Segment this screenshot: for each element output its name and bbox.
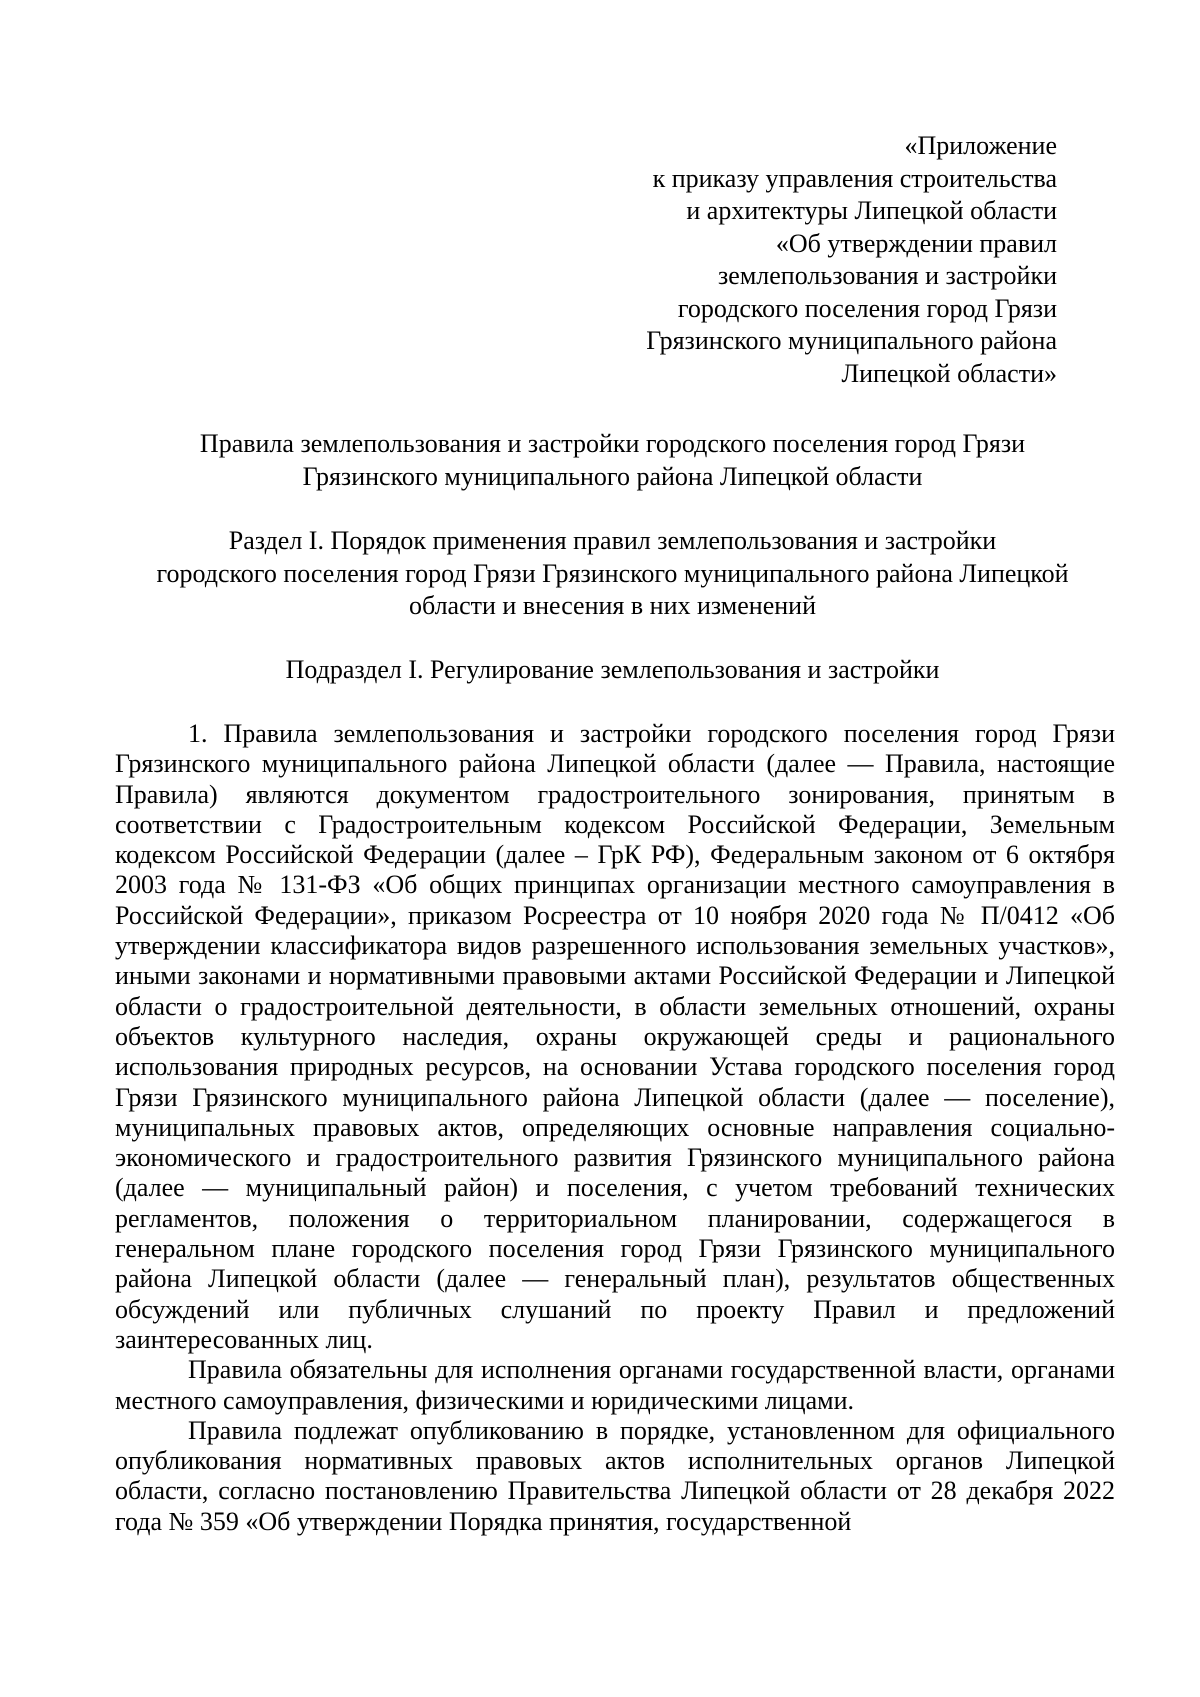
appendix-header xyxy=(646,130,1057,390)
section-title-line: городского поселения город Грязи Грязинского муниципального района Липецкой xyxy=(156,558,1069,588)
appendix-line: и архитектуры Липецкой области xyxy=(686,196,1057,225)
subsection-title-line: Подраздел I. Регулирование землепользования и застройки xyxy=(285,655,940,684)
document-title-line: Правила землепользования и застройки городского поселения город Грязи xyxy=(199,429,1026,458)
appendix-line: «Приложение xyxy=(904,131,1057,160)
appendix-line: Грязинского муниципального района xyxy=(646,326,1057,355)
subsection-title xyxy=(110,654,1115,687)
appendix-line: Липецкой области» xyxy=(841,358,1057,388)
section-title-line: Раздел I. Порядок применения правил землепользования и застройки xyxy=(228,526,997,555)
document-title xyxy=(110,428,1115,493)
appendix-line: к приказу управления строительства xyxy=(652,163,1057,193)
appendix-line: «Об утверждении правил xyxy=(775,228,1057,258)
document-title-line: Грязинского муниципального района Липецкой области xyxy=(302,461,923,491)
paragraph: Правила обязательны для исполнения органами государственной власти, органами местного самоуправления, физическими и юридическими лицами. xyxy=(115,1355,1115,1415)
paragraph: Правила подлежат опубликованию в порядке, установленном для официального опубликования нормативных правовых актов исполнительных органов Липецкой области, согласно постановлению Правительства Липецкой области от 28 декабря 2022 года № 359 «Об утверждении Порядка принятия, государственной xyxy=(115,1415,1115,1536)
appendix-line: землепользования и застройки xyxy=(718,261,1057,290)
section-title xyxy=(110,525,1115,623)
section-title-line: области и внесения в них изменений xyxy=(409,591,816,620)
paragraph: 1. Правила землепользования и застройки городского поселения город Грязи Грязинского муниципального района Липецкой области (далее — Правила, настоящие Правила) являются документом градостроительного зонирования, принятым в соответствии с Градостроительным кодексом Российской Федерации, Земельным кодексом Российской Федерации (далее – ГрК РФ), Федеральным законом от 6 октября 2003 года № 131-ФЗ «Об общих принципах организации местного самоуправления в Российской Федерации», приказом Росреестра от 10 ноября 2020 года № П/0412 «Об утверждении классификатора видов разрешенного использования земельных участков», иными законами и нормативными правовыми актами Российской Федерации и Липецкой области о градостроительной деятельности, в области земельных отношений, охраны объектов культурного наследия, охраны окружающей среды и рационального использования природных ресурсов, на основании Устава городского поселения город Грязи Грязинского муниципального района Липецкой области (далее — поселение), муниципальных правовых актов, определяющих основные направления социально-экономического и градостроительного развития Грязинского муниципального района (далее — муниципальный район) и поселения, с учетом требований технических регламентов, положения о территориальном планировании, содержащегося в генеральном плане городского поселения город Грязи Грязинского муниципального района Липецкой области (далее — генеральный план), результатов общественных обсуждений или публичных слушаний по проекту Правил и предложений заинтересованных лиц. xyxy=(115,719,1115,1354)
body-text xyxy=(115,719,1115,1537)
appendix-line: городского поселения город Грязи xyxy=(677,293,1057,323)
